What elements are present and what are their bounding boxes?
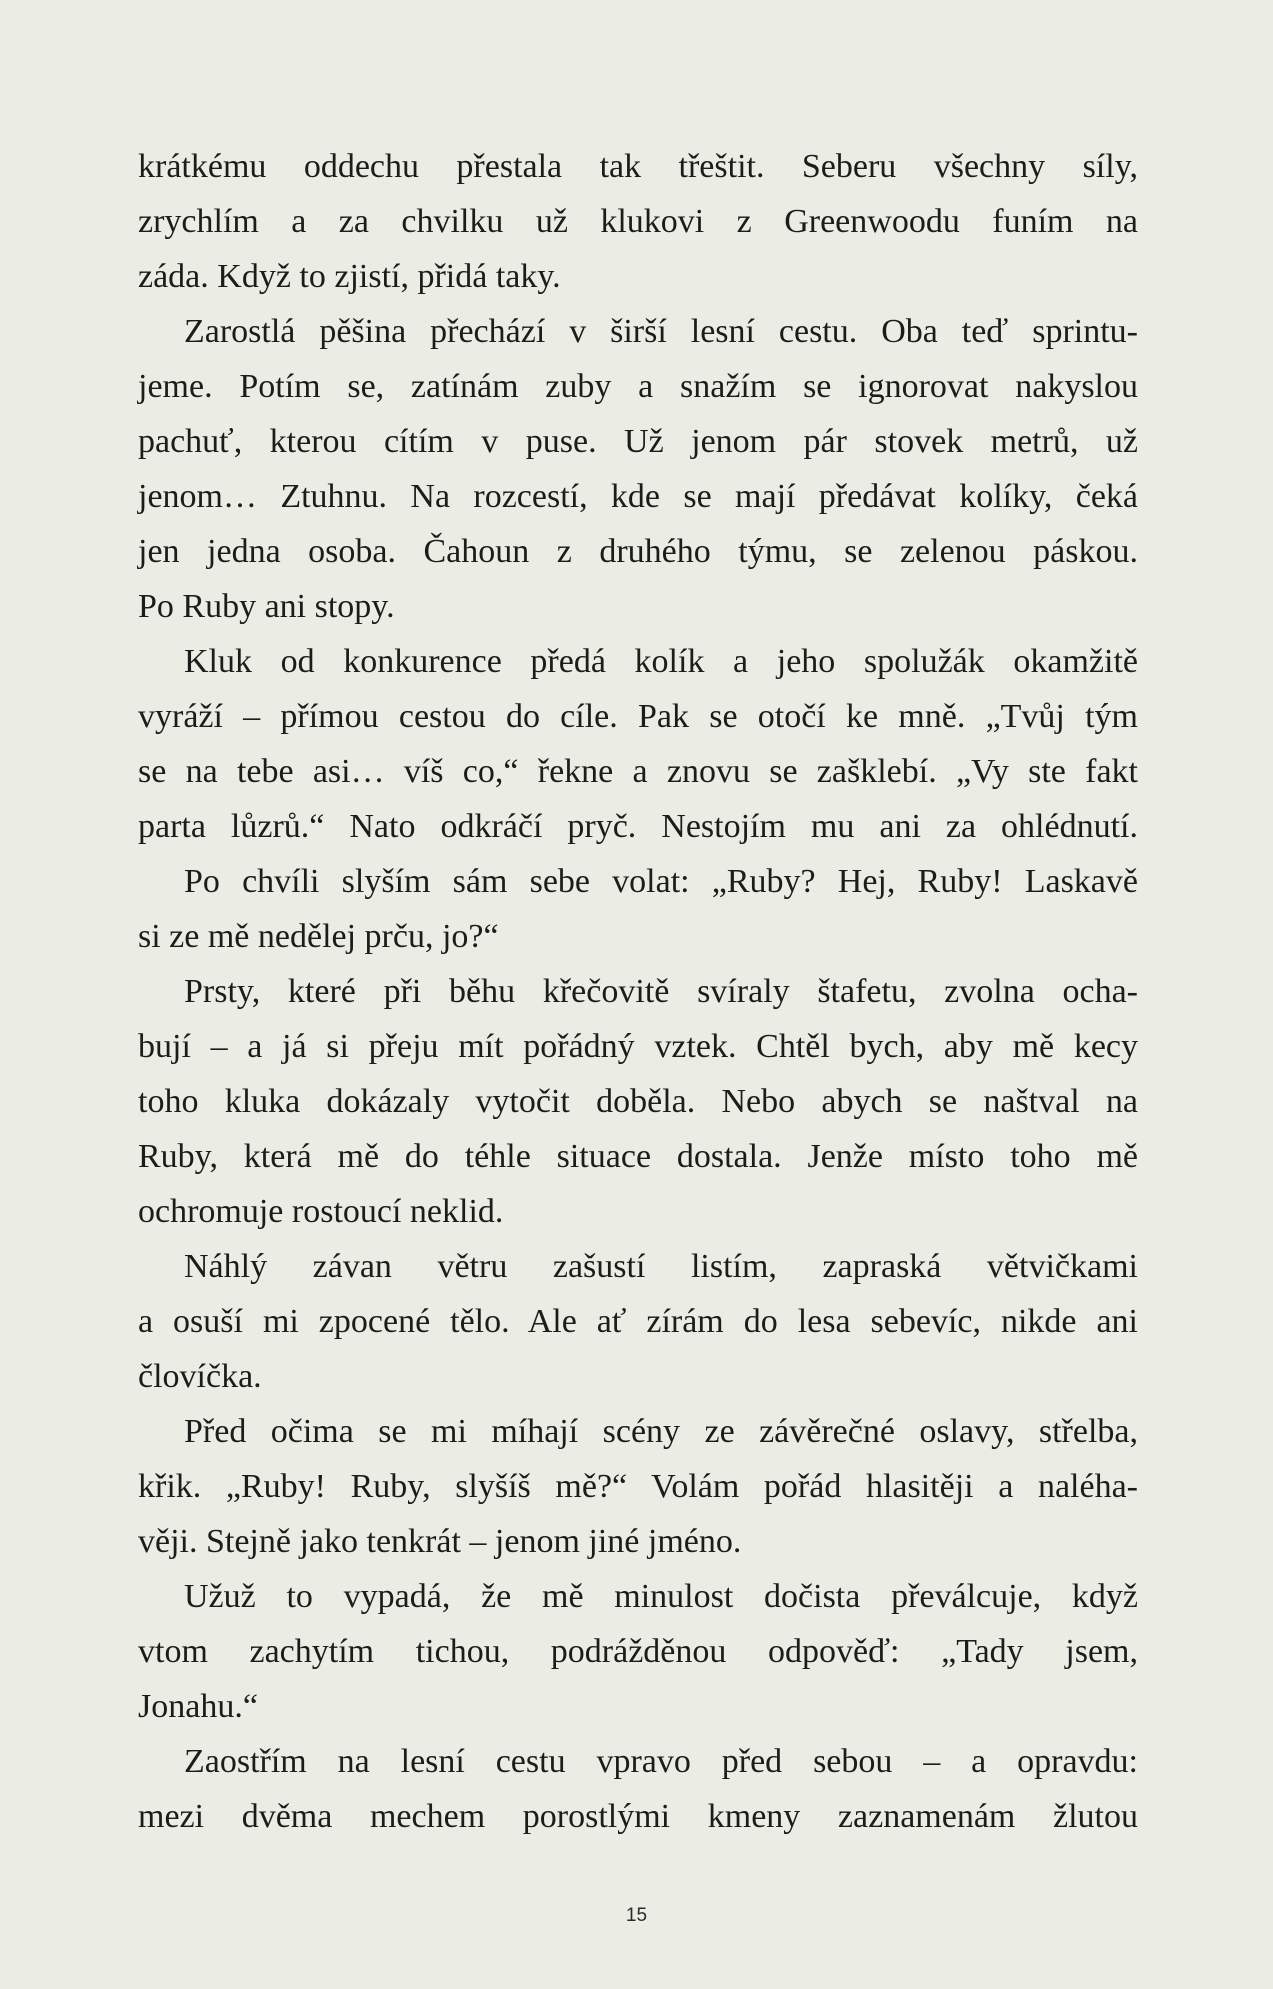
text-line: Před očima se mi míhají scény ze závěrečné oslavy, střelba, <box>184 1413 1138 1450</box>
text-line: vyráží – přímou cestou do cíle. Pak se otočí ke mně. „Tvůj tým <box>138 698 1138 735</box>
page-number: 15 <box>625 1905 648 1926</box>
text-line: Po Ruby ani stopy. <box>138 588 395 625</box>
text-line: Po chvíli slyším sám sebe volat: „Ruby? Hej, Ruby! Laskavě <box>184 863 1138 900</box>
text-line: človíčka. <box>138 1358 262 1395</box>
text-line: parta lůzrů.“ Nato odkráčí pryč. Nestojím mu ani za ohlédnutí. <box>138 808 1138 845</box>
text-line: toho kluka dokázaly vytočit doběla. Nebo abych se naštval na <box>138 1083 1138 1120</box>
text-line: mezi dvěma mechem porostlými kmeny zaznamenám žlutou <box>138 1798 1138 1835</box>
text-line: Jonahu.“ <box>138 1688 258 1725</box>
text-line: a osuší mi zpocené tělo. Ale ať zírám do lesa sebevíc, nikde ani <box>138 1303 1138 1340</box>
text-line: se na tebe asi… víš co,“ řekne a znovu se zašklebí. „Vy ste fakt <box>138 753 1138 790</box>
text-line: jeme. Potím se, zatínám zuby a snažím se ignorovat nakyslou <box>138 368 1138 405</box>
text-line: Kluk od konkurence předá kolík a jeho spolužák okamžitě <box>184 643 1138 680</box>
body-text <box>138 139 1138 1844</box>
text-line: ochromuje rostoucí neklid. <box>138 1193 504 1230</box>
text-line: křik. „Ruby! Ruby, slyšíš mě?“ Volám pořád hlasitěji a naléha- <box>138 1468 1138 1505</box>
text-line: Prsty, které při běhu křečovitě svíraly štafetu, zvolna ocha- <box>184 973 1138 1010</box>
text-line: věji. Stejně jako tenkrát – jenom jiné jméno. <box>138 1523 742 1560</box>
text-line: vtom zachytím tichou, podrážděnou odpověď: „Tady jsem, <box>138 1633 1138 1670</box>
text-line: Ruby, která mě do téhle situace dostala. Jenže místo toho mě <box>138 1138 1138 1175</box>
text-line: Zarostlá pěšina přechází v širší lesní cestu. Oba teď sprintu- <box>184 313 1138 350</box>
text-line: Náhlý závan větru zašustí listím, zapraská větvičkami <box>184 1248 1138 1285</box>
text-line: pachuť, kterou cítím v puse. Už jenom pár stovek metrů, už <box>138 423 1138 460</box>
text-line: si ze mě nedělej prču, jo?“ <box>138 918 499 955</box>
text-line: jen jedna osoba. Čahoun z druhého týmu, se zelenou páskou. <box>138 533 1138 570</box>
text-line: Užuž to vypadá, že mě minulost dočista převálcuje, když <box>184 1578 1138 1615</box>
text-line: krátkému oddechu přestala tak třeštit. Seberu všechny síly, <box>138 148 1138 185</box>
text-line: Zaostřím na lesní cestu vpravo před sebou – a opravdu: <box>184 1743 1138 1780</box>
text-line: záda. Když to zjistí, přidá taky. <box>138 258 561 295</box>
text-line: zrychlím a za chvilku už klukovi z Greenwoodu funím na <box>138 203 1138 240</box>
text-line: jenom… Ztuhnu. Na rozcestí, kde se mají předávat kolíky, čeká <box>138 478 1138 515</box>
text-line: bují – a já si přeju mít pořádný vztek. Chtěl bych, aby mě kecy <box>138 1028 1138 1065</box>
